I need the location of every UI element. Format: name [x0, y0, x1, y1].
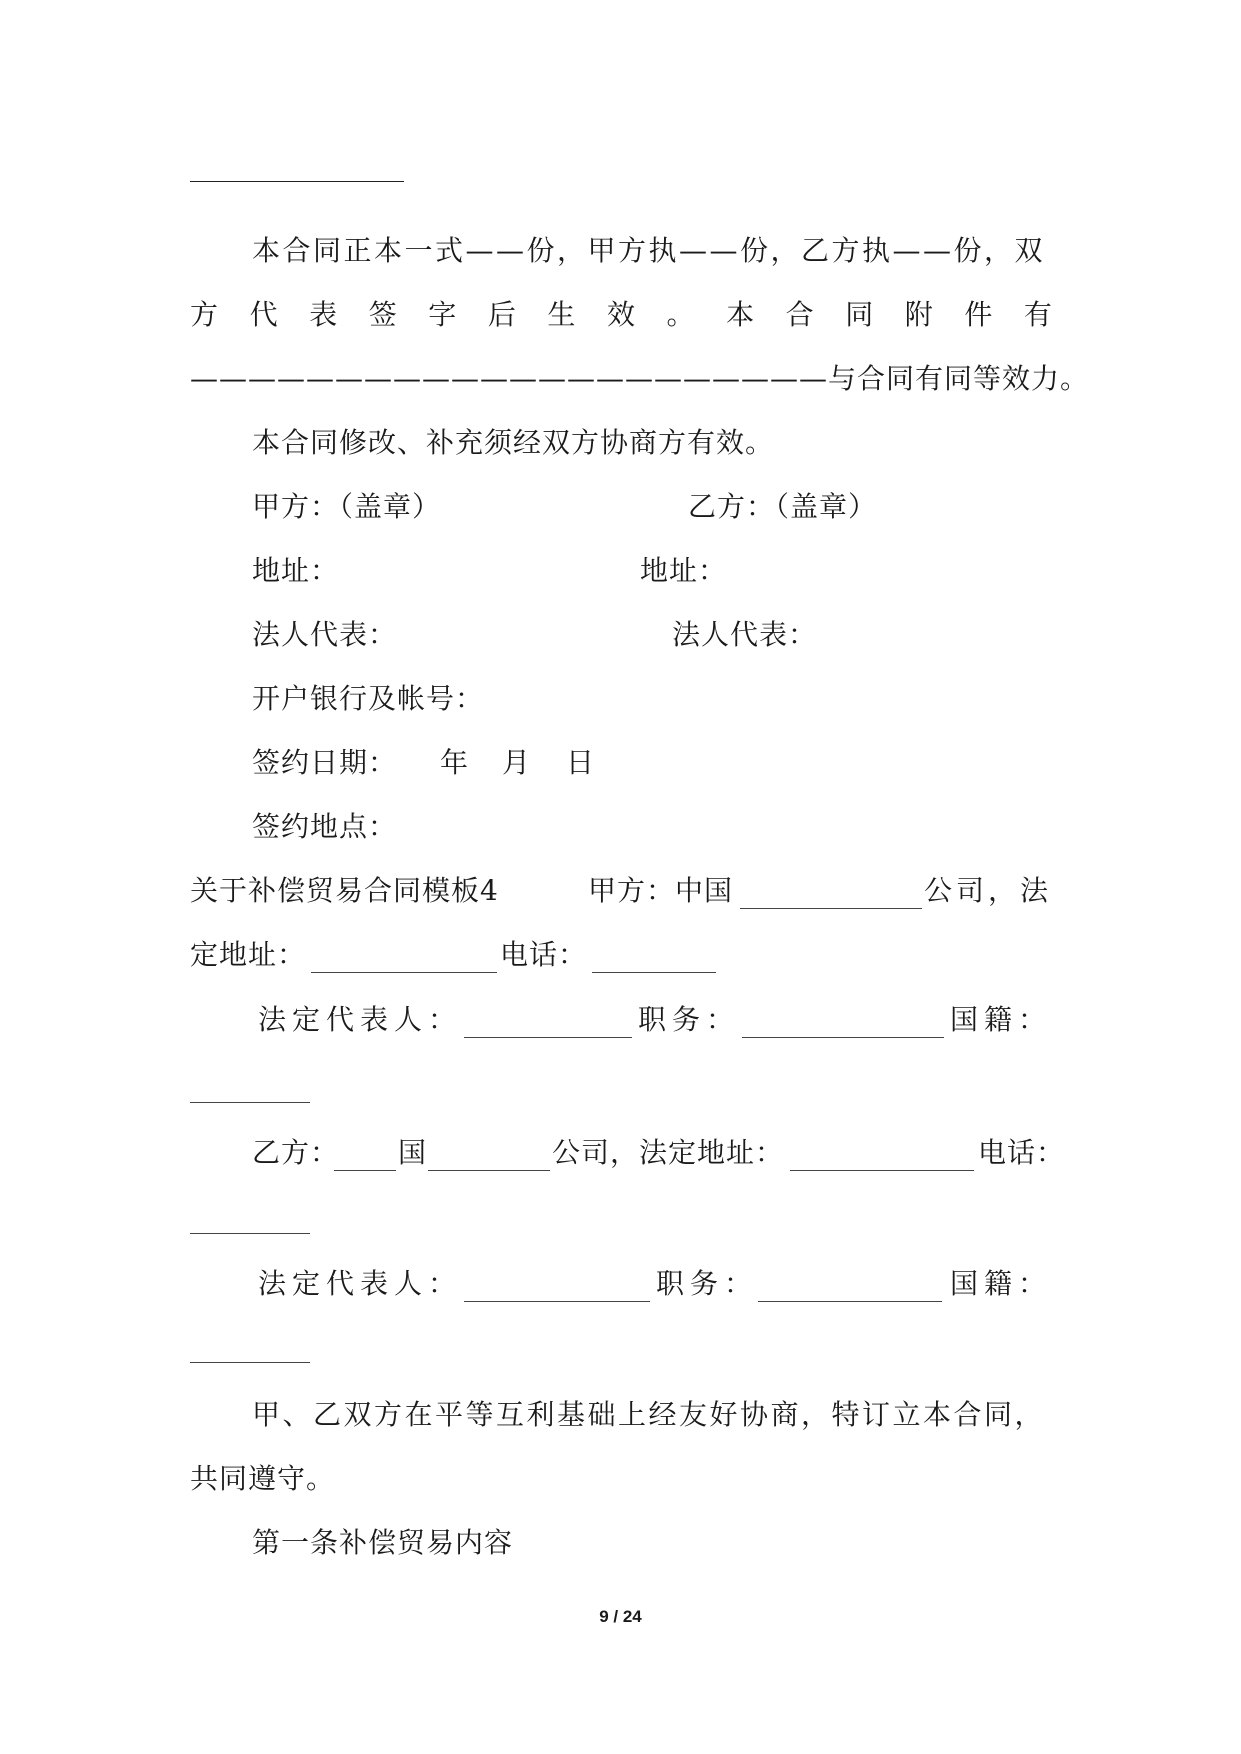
article-1-heading: 第一条补偿贸易内容: [252, 1526, 514, 1559]
party-a-prefix: 甲方：中国: [588, 874, 734, 907]
justified-char: 生: [547, 298, 576, 331]
justified-char: 效: [606, 298, 635, 331]
position-label: 职务：: [638, 1003, 741, 1036]
top-dash-line: [190, 181, 404, 182]
phone-blank: [592, 972, 716, 973]
legal-rep-label: 法定代表人：: [258, 1003, 463, 1036]
agreement-line2: 共同遵守。: [190, 1462, 336, 1495]
legal-rep-blank: [464, 1037, 632, 1038]
page-number: 9 / 24: [599, 1607, 642, 1626]
attachment-clause-line: ——————————————————————与合同有同等效力。: [190, 362, 1090, 395]
legal-rep-b: 法人代表：: [672, 618, 818, 651]
legal-rep-label2: 法定代表人：: [258, 1267, 463, 1300]
amendment-clause: 本合同修改、补充须经双方协商方有效。: [252, 426, 775, 459]
company-legal-address: 公司，法定地址：: [552, 1136, 785, 1169]
position2-label: 职务：: [656, 1267, 759, 1300]
party-b-country: 国: [398, 1136, 428, 1169]
legal-rep-a: 法人代表：: [252, 618, 398, 651]
copies-clause-line1: 本合同正本一式——份，甲方执——份，乙方执——份，双: [252, 234, 1046, 267]
address-a: 地址：: [252, 554, 340, 587]
nationality-blank: [190, 1102, 310, 1103]
justified-char: 方: [190, 298, 219, 331]
legal-address-blank: [311, 972, 497, 973]
justified-char: 附: [904, 298, 933, 331]
justified-char: 本: [726, 298, 755, 331]
sign-date-label: 签约日期：: [252, 746, 398, 779]
party-b-address-blank: [790, 1170, 974, 1171]
bank-account: 开户银行及帐号：: [252, 682, 485, 715]
nationality-label: 国籍：: [950, 1003, 1053, 1036]
legal-address-label: 定地址：: [190, 938, 307, 971]
copies-clause-line2: [190, 295, 1052, 335]
position2-blank: [758, 1301, 942, 1302]
justified-char: 字: [428, 298, 457, 331]
sign-date-year: 年: [440, 746, 470, 779]
justified-char: 表: [309, 298, 338, 331]
party-a-company-blank: [740, 908, 922, 909]
legal-rep2-blank: [464, 1301, 650, 1302]
company-comma-legal: 公司，法: [924, 874, 1053, 907]
justified-char: 同: [845, 298, 874, 331]
phone-label: 电话：: [500, 938, 588, 971]
agreement-line1: 甲、乙双方在平等互利基础上经友好协商，特订立本合同，: [252, 1398, 1046, 1431]
phone2-label: 电话：: [978, 1136, 1066, 1169]
party-b-country-blank: [334, 1170, 396, 1171]
sign-date-day: 日: [566, 746, 596, 779]
nationality2-blank: [190, 1362, 310, 1363]
justified-char: 签: [368, 298, 397, 331]
address-b: 地址：: [640, 554, 728, 587]
sign-date-month: 月: [502, 746, 532, 779]
party-b-prefix: 乙方：: [252, 1136, 340, 1169]
party-a-seal: 甲方：（盖章）: [252, 490, 442, 523]
sign-place: 签约地点：: [252, 810, 398, 843]
justified-char: 合: [785, 298, 814, 331]
justified-char: 有: [1023, 298, 1052, 331]
justified-char: 后: [487, 298, 516, 331]
position-blank: [742, 1037, 944, 1038]
justified-char: 代: [249, 298, 278, 331]
justified-char: 件: [964, 298, 993, 331]
phone2-blank: [190, 1233, 310, 1234]
nationality2-label: 国籍：: [950, 1267, 1053, 1300]
party-b-seal: 乙方：（盖章）: [688, 490, 878, 523]
justified-char: 。: [666, 298, 695, 331]
template-title: 关于补偿贸易合同模板4: [190, 874, 499, 907]
party-b-company-blank: [428, 1170, 550, 1171]
